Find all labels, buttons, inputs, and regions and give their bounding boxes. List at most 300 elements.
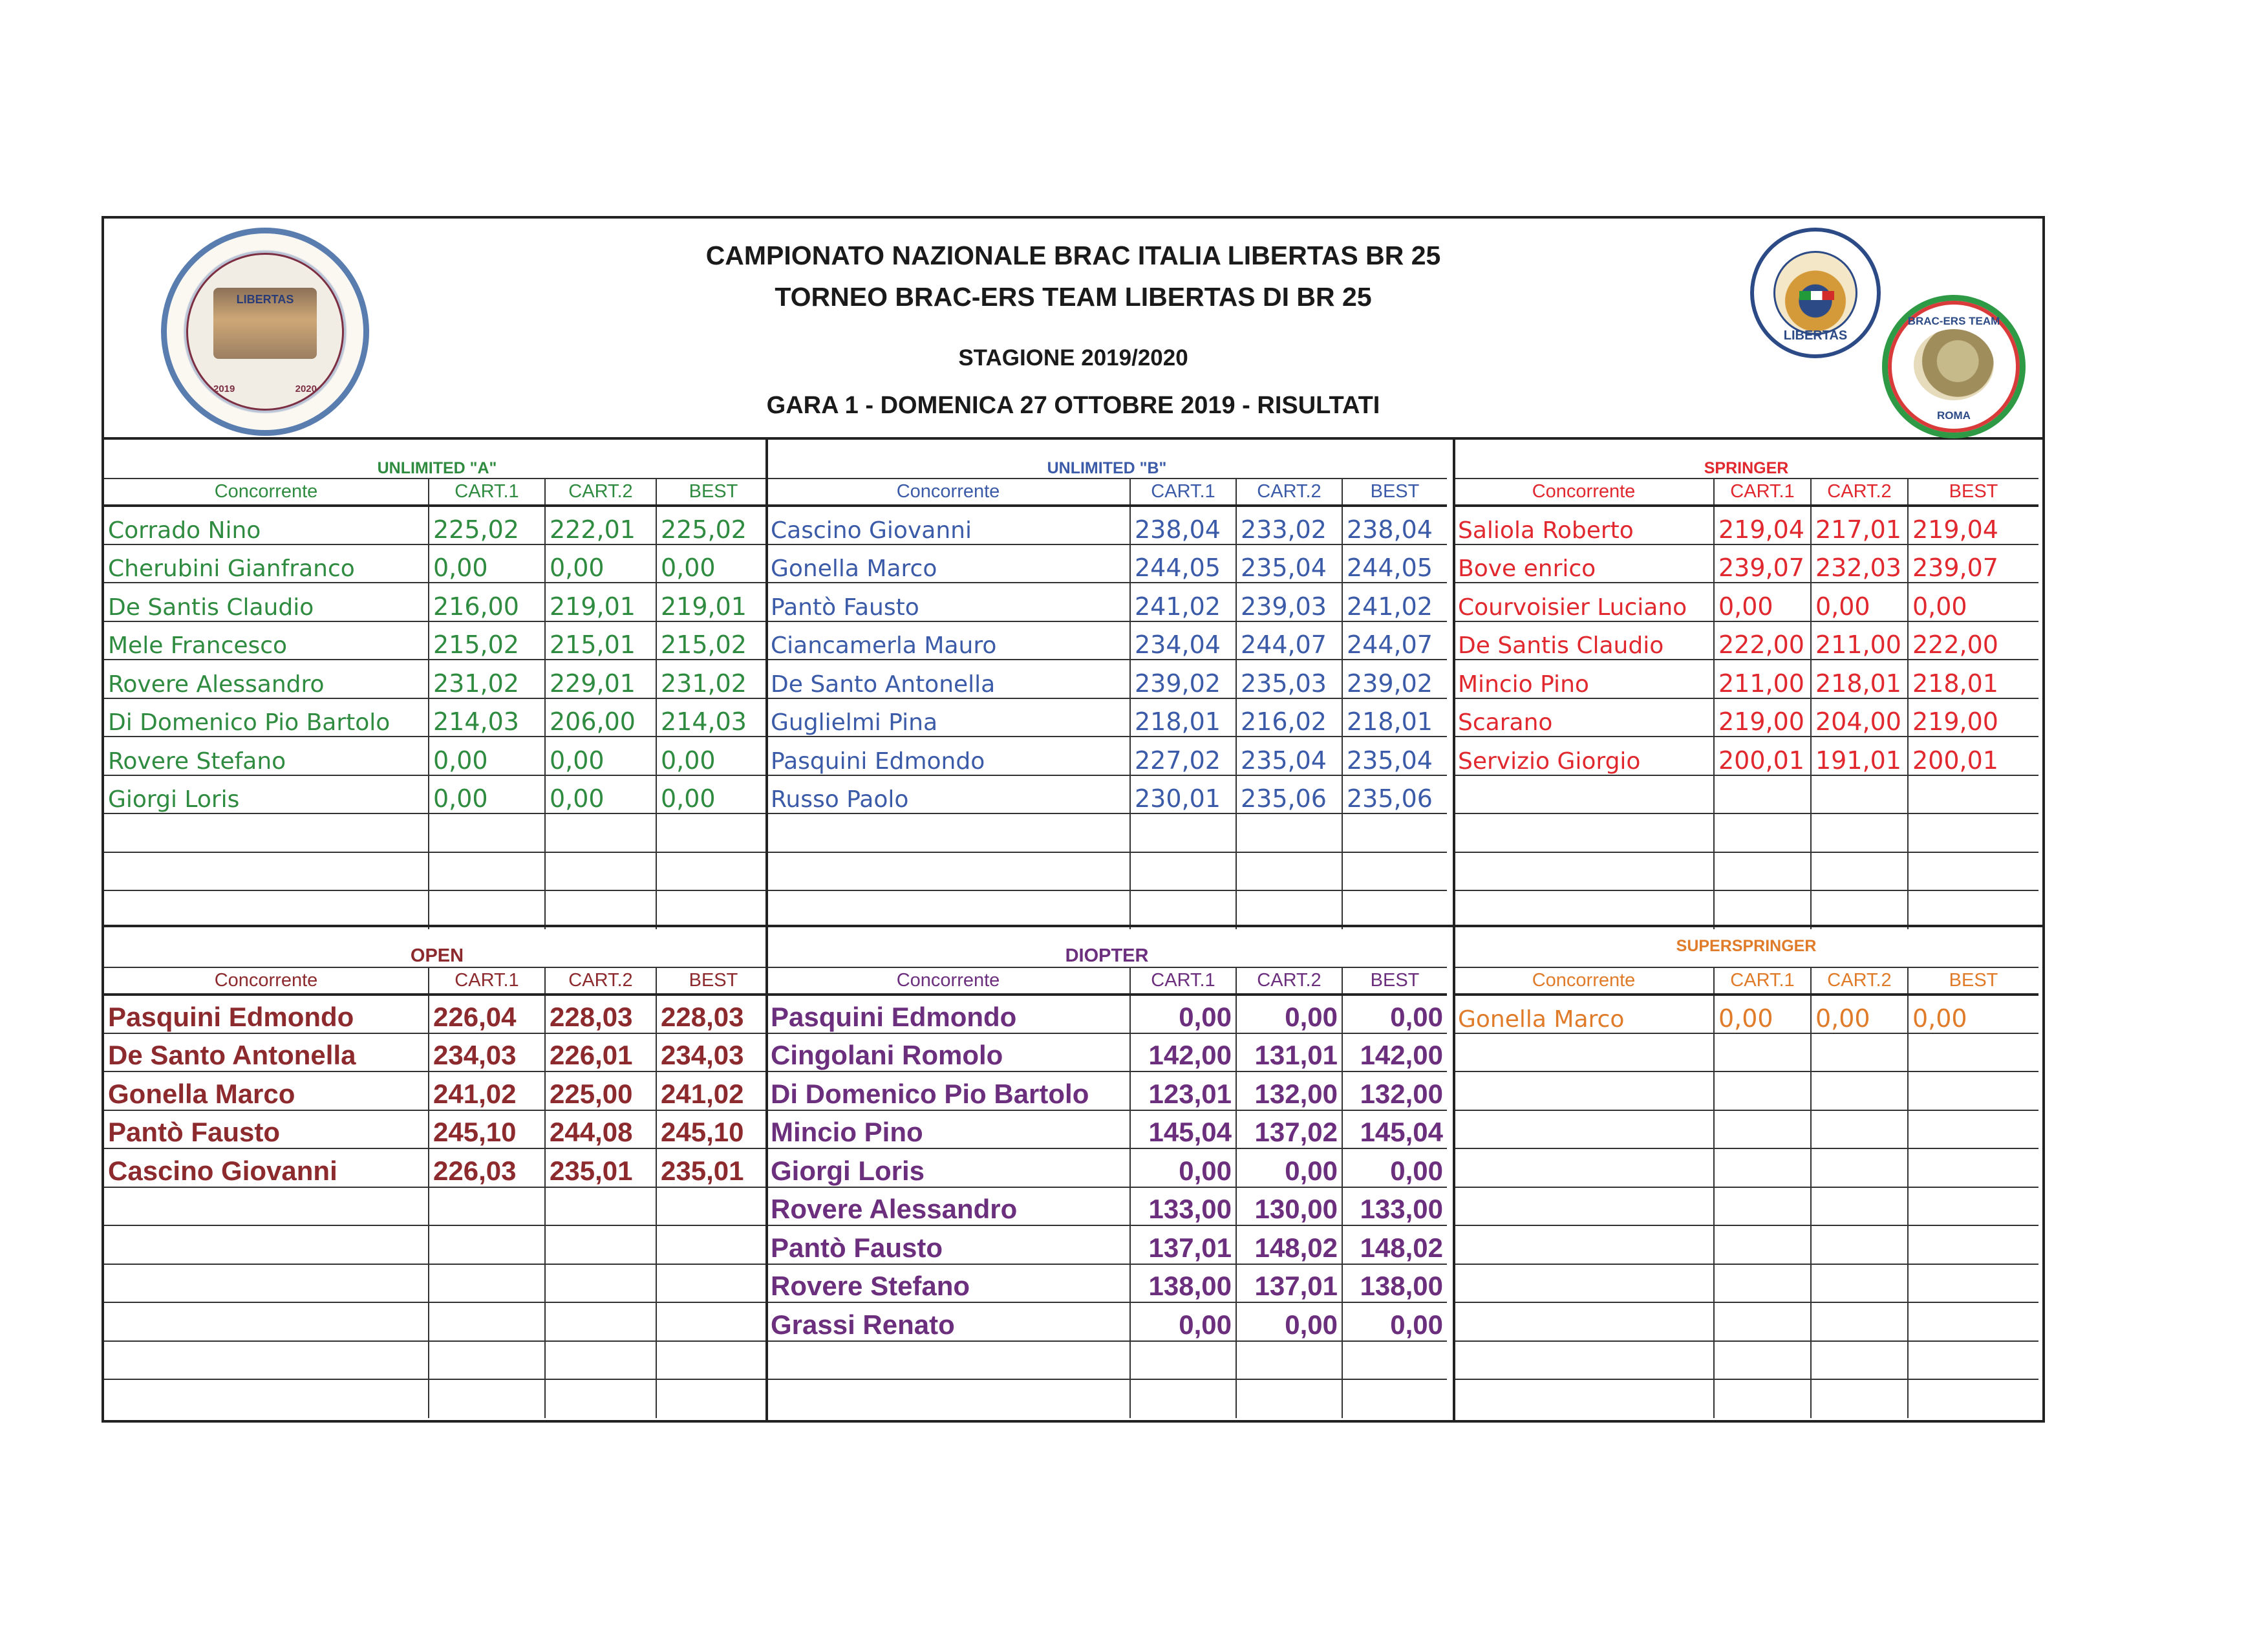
- cart2-score: 233,02: [1236, 506, 1342, 544]
- column-header-c1: CART.1: [429, 479, 545, 506]
- table-row: [767, 698, 1447, 737]
- panel-title: DIOPTER: [767, 926, 1447, 967]
- competitor-name: Di Domenico Pio Bartolo: [767, 1071, 1130, 1110]
- table-row: [104, 813, 770, 852]
- panel-title: OPEN: [104, 926, 770, 967]
- cart1-score: 239,02: [1130, 660, 1236, 698]
- empty-cell: [1454, 1110, 1714, 1149]
- cart2-score: 132,00: [1236, 1071, 1342, 1110]
- empty-cell: [1811, 1302, 1908, 1341]
- competitor-name: Saliola Roberto: [1454, 506, 1714, 544]
- empty-cell: [1908, 852, 2038, 891]
- empty-cell: [1454, 1033, 1714, 1072]
- empty-cell: [104, 852, 429, 891]
- empty-cell: [1908, 890, 2038, 929]
- empty-cell: [1454, 1341, 1714, 1380]
- competitor-name: Pantò Fausto: [104, 1110, 429, 1149]
- cart1-score: 0,00: [1130, 1148, 1236, 1187]
- cart1-score: 227,02: [1130, 737, 1236, 775]
- table-unlimited-b: [767, 437, 1447, 929]
- empty-cell: [1454, 1379, 1714, 1418]
- empty-cell: [1236, 890, 1342, 929]
- empty-cell: [1130, 890, 1236, 929]
- cart2-score: 244,07: [1236, 621, 1342, 660]
- empty-cell: [1714, 1379, 1811, 1418]
- column-header-name: Concorrente: [1454, 479, 1714, 506]
- best-score: 0,00: [656, 737, 770, 775]
- column-header-name: Concorrente: [1454, 967, 1714, 995]
- cart1-score: 231,02: [429, 660, 545, 698]
- empty-cell: [104, 1264, 429, 1303]
- empty-cell: [104, 1379, 429, 1418]
- cart2-score: 226,01: [545, 1033, 656, 1072]
- panel-divider: [765, 437, 768, 1420]
- cart1-score: 0,00: [429, 737, 545, 775]
- empty-cell: [1714, 1033, 1811, 1072]
- competitor-name: Di Domenico Pio Bartolo: [104, 698, 429, 737]
- empty-cell: [104, 1187, 429, 1226]
- season-label: STAGIONE 2019/2020: [958, 345, 1188, 371]
- cart1-score: 0,00: [429, 544, 545, 583]
- table-row: [104, 852, 770, 891]
- empty-cell: [1236, 813, 1342, 852]
- empty-cell: [1714, 1148, 1811, 1187]
- empty-cell: [1236, 852, 1342, 891]
- cart2-score: 235,04: [1236, 544, 1342, 583]
- cart2-score: 137,02: [1236, 1110, 1342, 1149]
- table-row: [1454, 775, 2038, 814]
- best-score: 235,04: [1342, 737, 1447, 775]
- empty-cell: [656, 1341, 770, 1380]
- cart1-score: 138,00: [1130, 1264, 1236, 1303]
- competitor-name: Mincio Pino: [1454, 660, 1714, 698]
- competitor-name: Russo Paolo: [767, 775, 1130, 814]
- competitor-name: Grassi Renato: [767, 1302, 1130, 1341]
- empty-cell: [1714, 813, 1811, 852]
- best-score: 231,02: [656, 660, 770, 698]
- cart1-score: 219,04: [1714, 506, 1811, 544]
- empty-cell: [429, 813, 545, 852]
- empty-cell: [1908, 1225, 2038, 1264]
- empty-cell: [656, 1225, 770, 1264]
- best-score: 244,05: [1342, 544, 1447, 583]
- cart2-score: 217,01: [1811, 506, 1908, 544]
- table-row: [767, 775, 1447, 814]
- column-header-c1: CART.1: [1130, 479, 1236, 506]
- empty-cell: [1714, 1225, 1811, 1264]
- empty-cell: [545, 813, 656, 852]
- cart1-score: 123,01: [1130, 1071, 1236, 1110]
- empty-cell: [1236, 1379, 1342, 1418]
- cart2-score: 244,08: [545, 1110, 656, 1149]
- competitor-name: Rovere Stefano: [767, 1264, 1130, 1303]
- table-row: [767, 1225, 1447, 1264]
- table-row: [104, 1225, 770, 1264]
- empty-cell: [1908, 1033, 2038, 1072]
- competitor-name: Mele Francesco: [104, 621, 429, 660]
- cart2-score: 235,06: [1236, 775, 1342, 814]
- panel-divider: [1453, 437, 1455, 1420]
- column-header-c2: CART.2: [1236, 479, 1342, 506]
- cart2-score: 211,00: [1811, 621, 1908, 660]
- cart1-score: 0,00: [429, 775, 545, 814]
- best-score: 239,02: [1342, 660, 1447, 698]
- best-score: 219,00: [1908, 698, 2038, 737]
- results-sheet: [102, 216, 2045, 1423]
- table-row: [1454, 621, 2038, 660]
- competitor-name: Giorgi Loris: [104, 775, 429, 814]
- competitor-name: Courvoisier Luciano: [1454, 583, 1714, 621]
- best-score: 215,02: [656, 621, 770, 660]
- competitor-name: Pasquini Edmondo: [767, 737, 1130, 775]
- competitor-name: Bove enrico: [1454, 544, 1714, 583]
- empty-cell: [767, 813, 1130, 852]
- empty-cell: [1236, 1341, 1342, 1380]
- cart1-score: 142,00: [1130, 1033, 1236, 1072]
- cart2-score: 228,03: [545, 995, 656, 1033]
- cart2-score: 235,03: [1236, 660, 1342, 698]
- empty-cell: [429, 852, 545, 891]
- competitor-name: De Santis Claudio: [1454, 621, 1714, 660]
- competitor-name: De Santis Claudio: [104, 583, 429, 621]
- best-score: 142,00: [1342, 1033, 1447, 1072]
- competitor-name: Cingolani Romolo: [767, 1033, 1130, 1072]
- table-row: [104, 506, 770, 544]
- table-row: [104, 1148, 770, 1187]
- cart2-score: 131,01: [1236, 1033, 1342, 1072]
- best-score: 0,00: [1342, 1302, 1447, 1341]
- table-diopter: [767, 926, 1447, 1418]
- table-row: [767, 1110, 1447, 1149]
- empty-cell: [1908, 1187, 2038, 1226]
- best-score: 132,00: [1342, 1071, 1447, 1110]
- cart1-score: 133,00: [1130, 1187, 1236, 1226]
- cart1-score: 244,05: [1130, 544, 1236, 583]
- table-row: [1454, 1110, 2038, 1149]
- table-row: [1454, 583, 2038, 621]
- best-score: 218,01: [1908, 660, 2038, 698]
- best-score: 245,10: [656, 1110, 770, 1149]
- table-row: [104, 775, 770, 814]
- table-row: [767, 1148, 1447, 1187]
- empty-cell: [1714, 1302, 1811, 1341]
- table-row: [767, 737, 1447, 775]
- empty-cell: [1130, 813, 1236, 852]
- panel-title: SUPERSPRINGER: [1454, 926, 2038, 967]
- empty-cell: [656, 852, 770, 891]
- panel-title: UNLIMITED "B": [767, 437, 1447, 479]
- empty-cell: [1811, 813, 1908, 852]
- column-header-c1: CART.1: [1714, 967, 1811, 995]
- empty-cell: [429, 1379, 545, 1418]
- empty-cell: [656, 1187, 770, 1226]
- cart1-score: 226,03: [429, 1148, 545, 1187]
- table-row: [104, 737, 770, 775]
- column-header-best: BEST: [1342, 967, 1447, 995]
- table-row: [767, 544, 1447, 583]
- cart2-score: 148,02: [1236, 1225, 1342, 1264]
- best-score: 0,00: [656, 775, 770, 814]
- cart2-score: 130,00: [1236, 1187, 1342, 1226]
- logo-year-right: 2020: [295, 383, 317, 394]
- best-score: 218,01: [1342, 698, 1447, 737]
- competitor-name: Rovere Stefano: [104, 737, 429, 775]
- bers-logo-top: BRAC-ERS TEAM: [1907, 315, 2000, 327]
- best-score: 219,01: [656, 583, 770, 621]
- cart2-score: 191,01: [1811, 737, 1908, 775]
- competitor-name: Gonella Marco: [1454, 995, 1714, 1033]
- cart1-score: 238,04: [1130, 506, 1236, 544]
- competitor-name: Ciancamerla Mauro: [767, 621, 1130, 660]
- cart1-score: 145,04: [1130, 1110, 1236, 1149]
- cart2-score: 216,02: [1236, 698, 1342, 737]
- empty-cell: [1342, 852, 1447, 891]
- best-score: 200,01: [1908, 737, 2038, 775]
- table-row: [767, 583, 1447, 621]
- empty-cell: [429, 890, 545, 929]
- cart1-score: 211,00: [1714, 660, 1811, 698]
- csn-libertas-seal-icon: [1750, 228, 1881, 358]
- competitor-name: Scarano: [1454, 698, 1714, 737]
- cart1-score: 241,02: [1130, 583, 1236, 621]
- best-score: 228,03: [656, 995, 770, 1033]
- cart1-score: 245,10: [429, 1110, 545, 1149]
- empty-cell: [545, 1379, 656, 1418]
- empty-cell: [545, 1302, 656, 1341]
- sheet-header: [104, 219, 2042, 440]
- cart2-score: 0,00: [1236, 995, 1342, 1033]
- table-springer: [1454, 437, 2038, 929]
- empty-cell: [1811, 1110, 1908, 1149]
- empty-cell: [1811, 852, 1908, 891]
- empty-cell: [1454, 1264, 1714, 1303]
- table-row: [1454, 995, 2038, 1033]
- table-row: [104, 1264, 770, 1303]
- empty-cell: [1811, 1225, 1908, 1264]
- cart2-score: 229,01: [545, 660, 656, 698]
- best-score: 238,04: [1342, 506, 1447, 544]
- tournament-title: TORNEO BRAC-ERS TEAM LIBERTAS DI BR 25: [775, 282, 1372, 312]
- empty-cell: [1811, 1071, 1908, 1110]
- cart1-score: 241,02: [429, 1071, 545, 1110]
- competitor-name: De Santo Antonella: [104, 1033, 429, 1072]
- table-row: [767, 1302, 1447, 1341]
- championship-title: CAMPIONATO NAZIONALE BRAC ITALIA LIBERTAS BR 25: [705, 241, 1441, 270]
- best-score: 0,00: [1342, 1148, 1447, 1187]
- empty-cell: [1908, 775, 2038, 814]
- table-row: [767, 660, 1447, 698]
- empty-cell: [104, 813, 429, 852]
- table-row: [1454, 1225, 2038, 1264]
- best-score: 133,00: [1342, 1187, 1447, 1226]
- table-row: [1454, 698, 2038, 737]
- empty-cell: [1454, 1148, 1714, 1187]
- empty-cell: [545, 890, 656, 929]
- panel-title: SPRINGER: [1454, 437, 2038, 479]
- csn-logo-word: LIBERTAS: [1783, 328, 1848, 343]
- empty-cell: [656, 1264, 770, 1303]
- cart1-score: 0,00: [1130, 995, 1236, 1033]
- race-label: GARA 1 - DOMENICA 27 OTTOBRE 2019 - RISULTATI: [766, 392, 1380, 419]
- cart1-score: 137,01: [1130, 1225, 1236, 1264]
- competitor-name: Cascino Giovanni: [104, 1148, 429, 1187]
- empty-cell: [104, 1341, 429, 1380]
- table-row: [104, 544, 770, 583]
- column-header-name: Concorrente: [104, 479, 429, 506]
- empty-cell: [1454, 1225, 1714, 1264]
- best-score: 239,07: [1908, 544, 2038, 583]
- cart2-score: 219,01: [545, 583, 656, 621]
- cart1-score: 0,00: [1130, 1302, 1236, 1341]
- empty-cell: [1342, 1379, 1447, 1418]
- column-header-best: BEST: [1342, 479, 1447, 506]
- table-row: [104, 621, 770, 660]
- table-row: [767, 890, 1447, 929]
- empty-cell: [545, 1187, 656, 1226]
- empty-cell: [1908, 813, 2038, 852]
- empty-cell: [545, 1341, 656, 1380]
- cart2-score: 137,01: [1236, 1264, 1342, 1303]
- empty-cell: [1908, 1110, 2038, 1149]
- competitor-name: De Santo Antonella: [767, 660, 1130, 698]
- empty-cell: [545, 1264, 656, 1303]
- best-score: 222,00: [1908, 621, 2038, 660]
- cart2-score: 0,00: [1236, 1148, 1342, 1187]
- cart2-score: 204,00: [1811, 698, 1908, 737]
- empty-cell: [1454, 890, 1714, 929]
- empty-cell: [1130, 1379, 1236, 1418]
- best-score: 235,06: [1342, 775, 1447, 814]
- cart2-score: 206,00: [545, 698, 656, 737]
- panel-title: UNLIMITED "A": [104, 437, 770, 479]
- cart2-score: 225,00: [545, 1071, 656, 1110]
- competitor-name: Pantò Fausto: [767, 1225, 1130, 1264]
- competitor-name: Pantò Fausto: [767, 583, 1130, 621]
- competitor-name: Cherubini Gianfranco: [104, 544, 429, 583]
- table-row: [104, 1341, 770, 1380]
- empty-cell: [1811, 1341, 1908, 1380]
- empty-cell: [1908, 1071, 2038, 1110]
- table-row: [767, 1379, 1447, 1418]
- empty-cell: [429, 1225, 545, 1264]
- empty-cell: [656, 890, 770, 929]
- table-row: [1454, 1187, 2038, 1226]
- bers-logo-bottom: ROMA: [1937, 409, 1971, 422]
- cart1-score: 239,07: [1714, 544, 1811, 583]
- cart2-score: 218,01: [1811, 660, 1908, 698]
- empty-cell: [656, 1379, 770, 1418]
- competitor-name: Cascino Giovanni: [767, 506, 1130, 544]
- competitor-name: Servizio Giorgio: [1454, 737, 1714, 775]
- cart2-score: 232,03: [1811, 544, 1908, 583]
- empty-cell: [1454, 813, 1714, 852]
- empty-cell: [1811, 775, 1908, 814]
- best-score: 244,07: [1342, 621, 1447, 660]
- table-row: [104, 1302, 770, 1341]
- table-row: [1454, 1341, 2038, 1380]
- table-row: [104, 1187, 770, 1226]
- cart1-score: 226,04: [429, 995, 545, 1033]
- table-row: [104, 890, 770, 929]
- table-row: [104, 1033, 770, 1072]
- competitor-name: Gonella Marco: [767, 544, 1130, 583]
- cart2-score: 0,00: [1811, 583, 1908, 621]
- empty-cell: [1811, 1379, 1908, 1418]
- competitor-name: Guglielmi Pina: [767, 698, 1130, 737]
- table-row: [104, 698, 770, 737]
- table-row: [1454, 544, 2038, 583]
- competitor-name: Pasquini Edmondo: [767, 995, 1130, 1033]
- table-row: [767, 621, 1447, 660]
- table-row: [1454, 813, 2038, 852]
- cart2-score: 0,00: [1236, 1302, 1342, 1341]
- column-header-c2: CART.2: [545, 479, 656, 506]
- cart1-score: 219,00: [1714, 698, 1811, 737]
- table-row: [104, 1110, 770, 1149]
- best-score: 0,00: [656, 544, 770, 583]
- empty-cell: [1811, 1148, 1908, 1187]
- empty-cell: [656, 1302, 770, 1341]
- column-header-best: BEST: [656, 967, 770, 995]
- empty-cell: [1130, 1341, 1236, 1380]
- empty-cell: [1714, 890, 1811, 929]
- table-open: [104, 926, 770, 1418]
- cart2-score: 215,01: [545, 621, 656, 660]
- empty-cell: [1454, 852, 1714, 891]
- empty-cell: [1908, 1302, 2038, 1341]
- empty-cell: [1714, 1110, 1811, 1149]
- empty-cell: [1714, 775, 1811, 814]
- table-row: [767, 506, 1447, 544]
- column-header-name: Concorrente: [767, 967, 1130, 995]
- empty-cell: [545, 852, 656, 891]
- cart1-score: 222,00: [1714, 621, 1811, 660]
- table-superspringer: [1454, 926, 2038, 1418]
- empty-cell: [767, 890, 1130, 929]
- best-score: 0,00: [1342, 995, 1447, 1033]
- best-score: 235,01: [656, 1148, 770, 1187]
- column-header-best: BEST: [656, 479, 770, 506]
- table-row: [767, 813, 1447, 852]
- column-header-c2: CART.2: [1236, 967, 1342, 995]
- empty-cell: [767, 1341, 1130, 1380]
- empty-cell: [1908, 1379, 2038, 1418]
- competitor-name: Corrado Nino: [104, 506, 429, 544]
- empty-cell: [1811, 1033, 1908, 1072]
- cart1-score: 234,03: [429, 1033, 545, 1072]
- empty-cell: [1454, 1302, 1714, 1341]
- cart1-score: 0,00: [1714, 995, 1811, 1033]
- best-score: 241,02: [1342, 583, 1447, 621]
- table-row: [767, 852, 1447, 891]
- best-score: 148,02: [1342, 1225, 1447, 1264]
- column-header-c1: CART.1: [1130, 967, 1236, 995]
- column-header-c2: CART.2: [1811, 479, 1908, 506]
- cart2-score: 0,00: [545, 544, 656, 583]
- empty-cell: [1714, 1071, 1811, 1110]
- table-row: [767, 1264, 1447, 1303]
- empty-cell: [1908, 1148, 2038, 1187]
- competitor-name: Rovere Alessandro: [767, 1187, 1130, 1226]
- cart2-score: 239,03: [1236, 583, 1342, 621]
- table-row: [104, 583, 770, 621]
- championship-seal-icon: [161, 228, 369, 436]
- best-score: 214,03: [656, 698, 770, 737]
- competitor-name: Mincio Pino: [767, 1110, 1130, 1149]
- empty-cell: [429, 1302, 545, 1341]
- table-row: [767, 1033, 1447, 1072]
- table-row: [767, 1187, 1447, 1226]
